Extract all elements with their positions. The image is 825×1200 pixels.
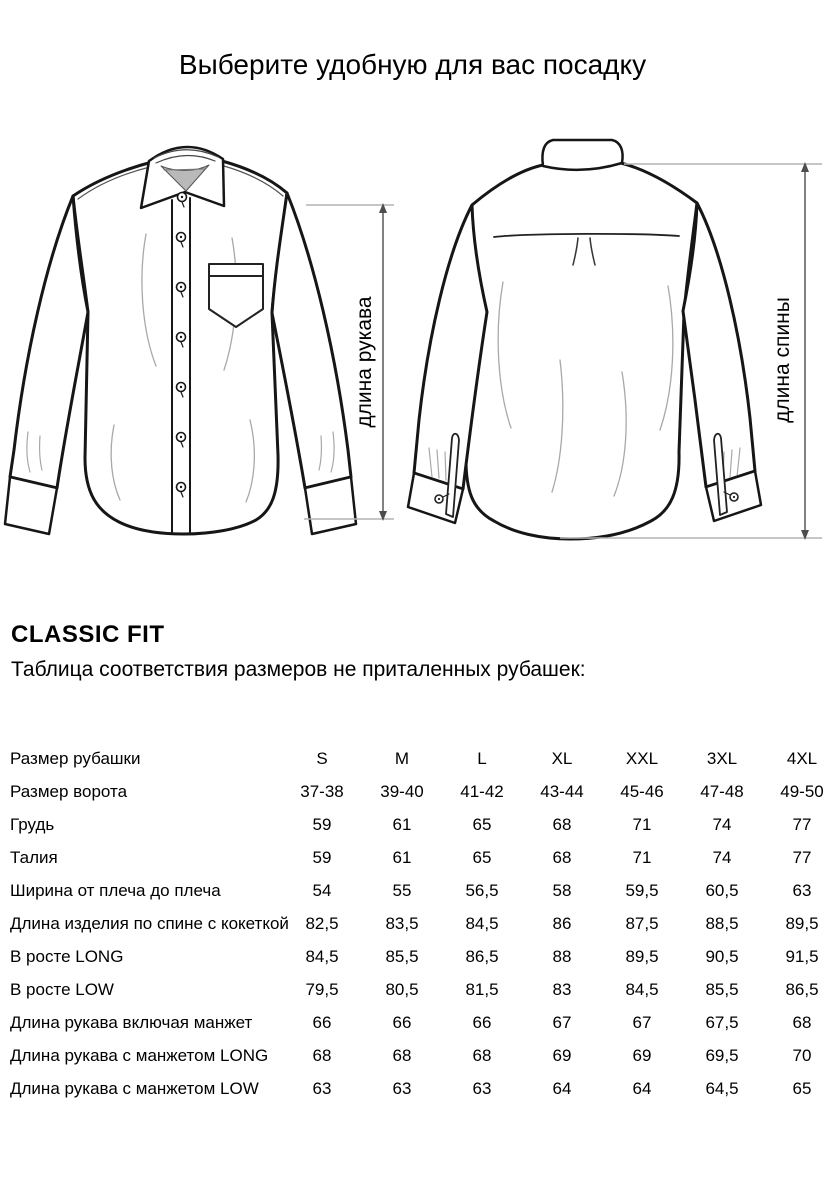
row-value: 68 xyxy=(552,847,572,867)
front-right-cuff xyxy=(305,477,356,534)
row-value: 65 xyxy=(792,1078,812,1098)
row-value: M xyxy=(394,748,410,768)
row-value: 63 xyxy=(792,880,812,900)
row-value: 71 xyxy=(632,847,652,867)
row-value: 41-42 xyxy=(460,781,504,801)
table-row xyxy=(10,808,825,841)
table-row xyxy=(10,1006,825,1039)
row-value: 68 xyxy=(312,1045,332,1065)
back-length-label: длина спины xyxy=(771,297,794,423)
row-value: 66 xyxy=(472,1012,492,1032)
row-value: 59 xyxy=(312,847,332,867)
table-row xyxy=(10,940,825,973)
row-value: 85,5 xyxy=(705,979,739,999)
row-value: 88,5 xyxy=(705,913,739,933)
row-value: 90,5 xyxy=(705,946,739,966)
row-value: 59 xyxy=(312,814,332,834)
row-value: 45-46 xyxy=(620,781,664,801)
back-shirt-drawing xyxy=(408,140,761,539)
front-body xyxy=(73,161,287,534)
shirt-diagram xyxy=(0,115,825,615)
row-value: 83 xyxy=(552,979,572,999)
row-label: В росте LONG xyxy=(10,946,124,966)
table-row xyxy=(10,907,825,940)
row-value: XL xyxy=(551,748,573,768)
row-value: 91,5 xyxy=(785,946,819,966)
row-value: 58 xyxy=(552,880,572,900)
row-value: 89,5 xyxy=(625,946,659,966)
table-row xyxy=(10,775,825,808)
row-value: 67 xyxy=(552,1012,572,1032)
row-value: 69 xyxy=(632,1045,652,1065)
row-value: 4XL xyxy=(786,748,818,768)
sleeve-length-label: длина рукава xyxy=(353,296,376,428)
row-value: 66 xyxy=(312,1012,332,1032)
row-value: 77 xyxy=(792,847,812,867)
row-value: 69 xyxy=(552,1045,572,1065)
row-value: 60,5 xyxy=(705,880,739,900)
row-value: 63 xyxy=(392,1078,412,1098)
row-value: L xyxy=(477,748,487,768)
row-label: Длина рукава с манжетом LOW xyxy=(10,1078,259,1098)
front-right-sleeve xyxy=(272,193,351,488)
row-value: 61 xyxy=(392,847,412,867)
row-value: 77 xyxy=(792,814,812,834)
section-heading: CLASSIC FIT xyxy=(11,621,165,648)
row-value: 39-40 xyxy=(380,781,424,801)
row-value: 74 xyxy=(712,847,732,867)
row-value: 85,5 xyxy=(385,946,419,966)
table-row xyxy=(10,1072,825,1105)
table-row xyxy=(10,1039,825,1072)
row-value: 37-38 xyxy=(300,781,344,801)
row-value: 43-44 xyxy=(540,781,584,801)
row-value: 61 xyxy=(392,814,412,834)
table-row xyxy=(10,874,825,907)
back-collar xyxy=(542,140,622,170)
row-value: 63 xyxy=(312,1078,332,1098)
page-title: Выберите удобную для вас посадку xyxy=(178,49,647,80)
row-value: 84,5 xyxy=(625,979,659,999)
row-label: Размер ворота xyxy=(10,781,128,801)
row-value: 54 xyxy=(312,880,332,900)
shirt-diagram-svg xyxy=(0,115,825,615)
row-value: 47-48 xyxy=(700,781,744,801)
row-value: 66 xyxy=(392,1012,412,1032)
row-value: 74 xyxy=(712,814,732,834)
row-value: 69,5 xyxy=(705,1045,739,1065)
row-value: 87,5 xyxy=(625,913,659,933)
row-value: 83,5 xyxy=(385,913,419,933)
row-value: 68 xyxy=(552,814,572,834)
row-value: 80,5 xyxy=(385,979,419,999)
row-value: 82,5 xyxy=(305,913,339,933)
row-value: 56,5 xyxy=(465,880,499,900)
row-label: Размер рубашки xyxy=(10,748,141,768)
row-label: Ширина от плеча до плеча xyxy=(10,880,221,900)
row-label: В росте LOW xyxy=(10,979,114,999)
row-label: Талия xyxy=(10,847,58,867)
row-value: 79,5 xyxy=(305,979,339,999)
row-value: 86,5 xyxy=(785,979,819,999)
row-value: 64,5 xyxy=(705,1078,739,1098)
table-row xyxy=(10,742,825,775)
front-left-sleeve xyxy=(10,196,88,488)
row-value: 49-50 xyxy=(780,781,824,801)
row-label: Длина изделия по спине с кокеткой xyxy=(10,913,289,933)
table-row xyxy=(10,973,825,1006)
row-value: 67,5 xyxy=(705,1012,739,1032)
row-value: 84,5 xyxy=(305,946,339,966)
row-value: 59,5 xyxy=(625,880,659,900)
row-label: Длина рукава с манжетом LONG xyxy=(10,1045,269,1065)
row-value: 84,5 xyxy=(465,913,499,933)
table-row xyxy=(10,841,825,874)
row-value: 64 xyxy=(552,1078,572,1098)
row-label: Грудь xyxy=(10,814,55,834)
row-value: 86,5 xyxy=(465,946,499,966)
front-shirt-drawing xyxy=(5,147,356,534)
row-value: XXL xyxy=(625,748,659,768)
row-value: 3XL xyxy=(706,748,738,768)
row-value: 68 xyxy=(792,1012,812,1032)
row-value: 67 xyxy=(632,1012,652,1032)
row-value: 70 xyxy=(792,1045,812,1065)
section-subtitle: Таблица соответствия размеров не приталенных рубашек: xyxy=(11,658,586,681)
row-value: 68 xyxy=(392,1045,412,1065)
row-value: 65 xyxy=(472,814,492,834)
row-value: 65 xyxy=(472,847,492,867)
size-table xyxy=(10,742,825,1105)
front-left-cuff xyxy=(5,477,57,534)
row-value: 55 xyxy=(392,880,412,900)
row-label: Длина рукава включая манжет xyxy=(10,1012,253,1032)
row-value: 63 xyxy=(472,1078,492,1098)
row-value: 86 xyxy=(552,913,572,933)
row-value: 89,5 xyxy=(785,913,819,933)
row-value: 81,5 xyxy=(465,979,499,999)
row-value: 64 xyxy=(632,1078,652,1098)
back-body xyxy=(466,163,697,539)
row-value: 71 xyxy=(632,814,652,834)
row-value: S xyxy=(316,748,328,768)
row-value: 68 xyxy=(472,1045,492,1065)
row-value: 88 xyxy=(552,946,572,966)
